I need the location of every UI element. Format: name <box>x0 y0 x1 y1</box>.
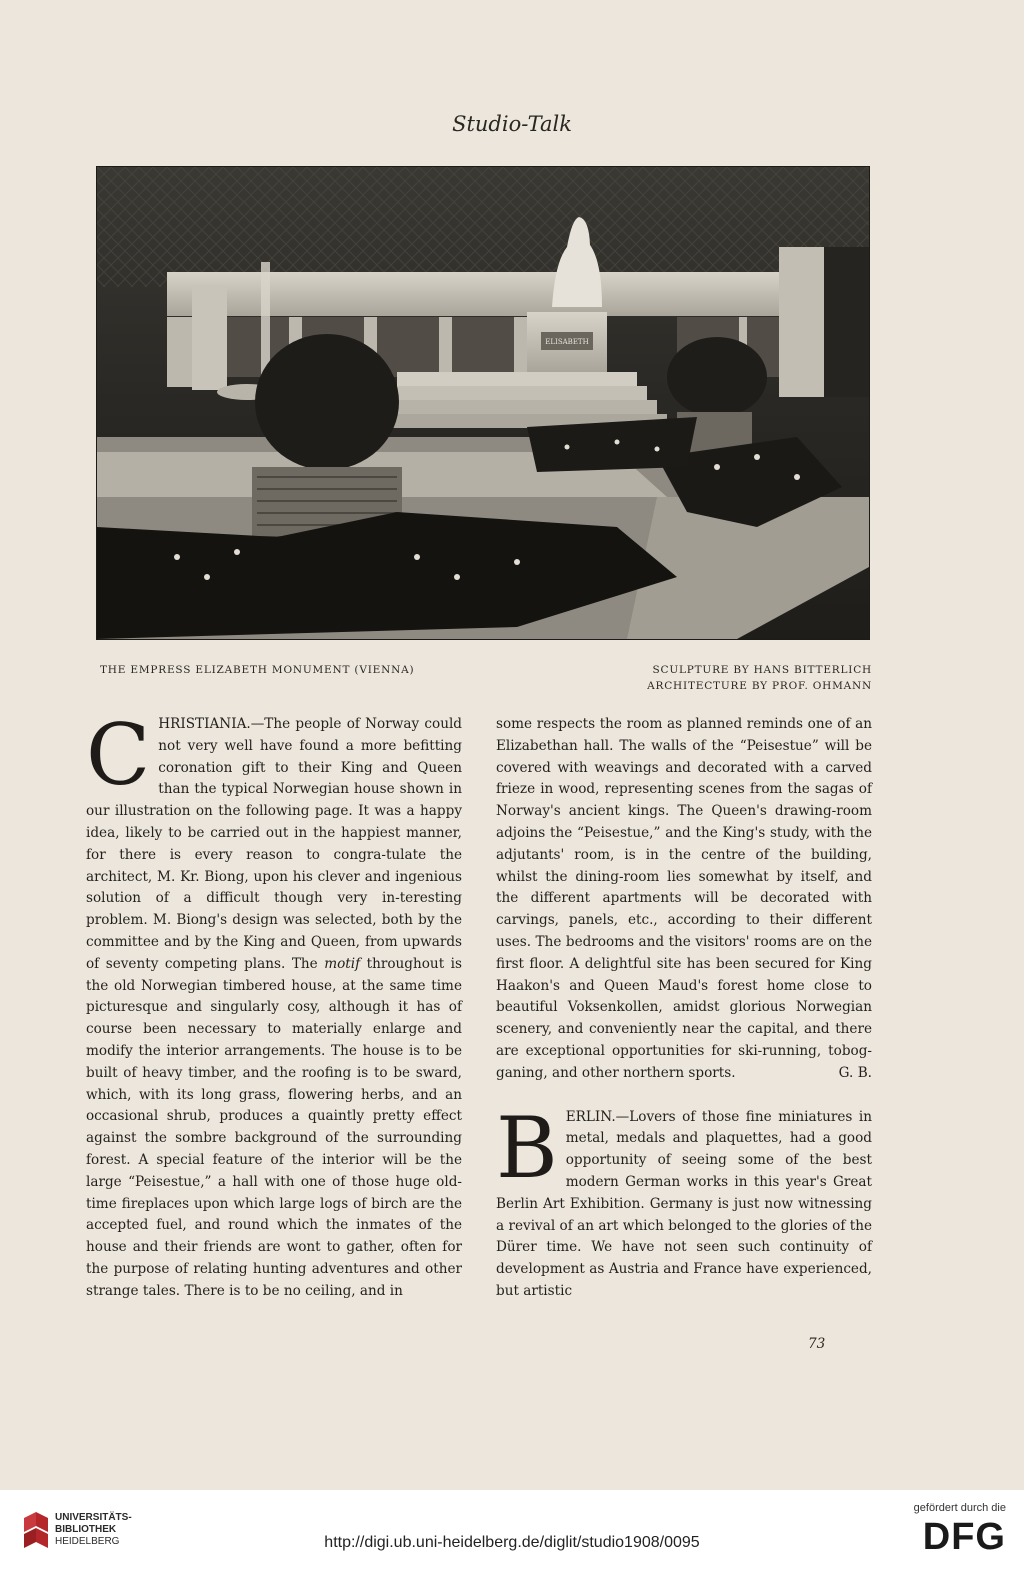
berlin-text: ERLIN.—Lovers of those fine miniatures in metal, medals and plaquettes, had a good opportunity of seeing some of the best modern German works in this year's Great Berlin Art Exhibition. Germany is just now witnessing a revival of an art which belonged to the glories of the Dürer time. We have not seen such continuity of development as Austria and France have experienced, but artistic <box>496 1108 872 1299</box>
library-name-line-3: HEIDELBERG <box>55 1536 120 1547</box>
text-column-right <box>496 714 872 1303</box>
figure-caption-title: THE EMPRESS ELIZABETH MONUMENT (VIENNA) <box>100 664 415 676</box>
library-name-line-2: BIBLIOTHEK <box>55 1524 117 1535</box>
christiania-continued-text: some respects the room as planned reminds one of an Elizabethan hall. The walls of the “Peisestue” will be covered with weavings and decorated with a carved frieze in wood, representing scenes from the sagas of Norway's ancient kings. The Queen's drawing-room adjoins the “Peisestue,” and the King's study, with the adjutants' room, is in the centre of the building, whilst the dining-room lies somewhat by itself, and the different apartments will be decorated with carvings, panels, etc., according to their different uses. The bedrooms and the visitors' rooms are on the first floor. A delightful site has been secured for King Haakon's and Queen Maud's forest home close to beautiful Voksenkollen, amidst glorious Norwegian scenery, and conveniently near the capital, and there are exceptional opportunities for ski-running, tobog-ganing, and other northern sports. <box>496 716 872 1081</box>
berlin-paragraph <box>496 1098 872 1303</box>
caption-architecture-credit: ARCHITECTURE BY PROF. OHMANN <box>647 680 872 692</box>
dfg-logo: DFG <box>922 1516 1006 1558</box>
drop-cap-c: C <box>86 706 151 804</box>
digitization-footer <box>0 1490 1024 1575</box>
funding-label: gefördert durch die <box>913 1502 1006 1514</box>
christiania-text-part-a: HRISTIANIA.—The people of Norway could not very well have found a more befitting coronation gift to their King and Queen than the typical Norwegian house shown in our illustration on the following page. It was a happy idea, likely to be carried out in the happiest manner, for there is every reason to congra-tulate the architect, M. Kr. Biong, upon his clever and ingenious solution of a difficult though very in-teresting problem. M. Biong's design was selected, both by the committee and by the King and Queen, from upwards of seventy competing plans. The <box>86 716 462 972</box>
christiania-paragraph <box>86 706 462 1303</box>
figure-caption-credits <box>647 662 872 694</box>
motif-italic: motif <box>324 955 361 972</box>
drop-cap-b: B <box>496 1098 558 1197</box>
monument-photograph <box>96 166 870 640</box>
caption-sculpture-credit: SCULPTURE BY HANS BITTERLICH <box>652 664 872 676</box>
text-column-left <box>86 706 462 1303</box>
page-number: 73 <box>808 1336 826 1352</box>
library-name-line-1: UNIVERSITÄTS- <box>55 1512 132 1523</box>
running-head: Studio-Talk <box>452 112 572 136</box>
source-url-link[interactable]: http://digi.ub.uni-heidelberg.de/diglit/studio1908/0095 <box>324 1534 700 1551</box>
christiania-continued-paragraph <box>496 714 872 1085</box>
monument-photo-illustration <box>97 167 869 639</box>
christiania-text-part-b: throughout is the old Norwegian timbered house, at the same time picturesque and singularly cosy, although it has of course been necessary to materially enlarge and modify the interior arrangements. The house is to be built of heavy timber, and the roofing is to be sward, which, with its long grass, flowering herbs, and an occasional shrub, produces a quaintly pretty effect against the sombre background of the surrounding forest. A special feature of the interior will be the large “Peisestue,” a hall with one of those huge old-time fireplaces upon which large logs of birch are the accepted fuel, and round which the inmates of the house and their friends are wont to gather, often for the purpose of relating hunting adventures and other strange tales. There is to be no ceiling, and in <box>86 955 462 1299</box>
author-signature: G. B. <box>838 1064 872 1081</box>
plinth-inscription: ELISABETH <box>545 338 589 346</box>
